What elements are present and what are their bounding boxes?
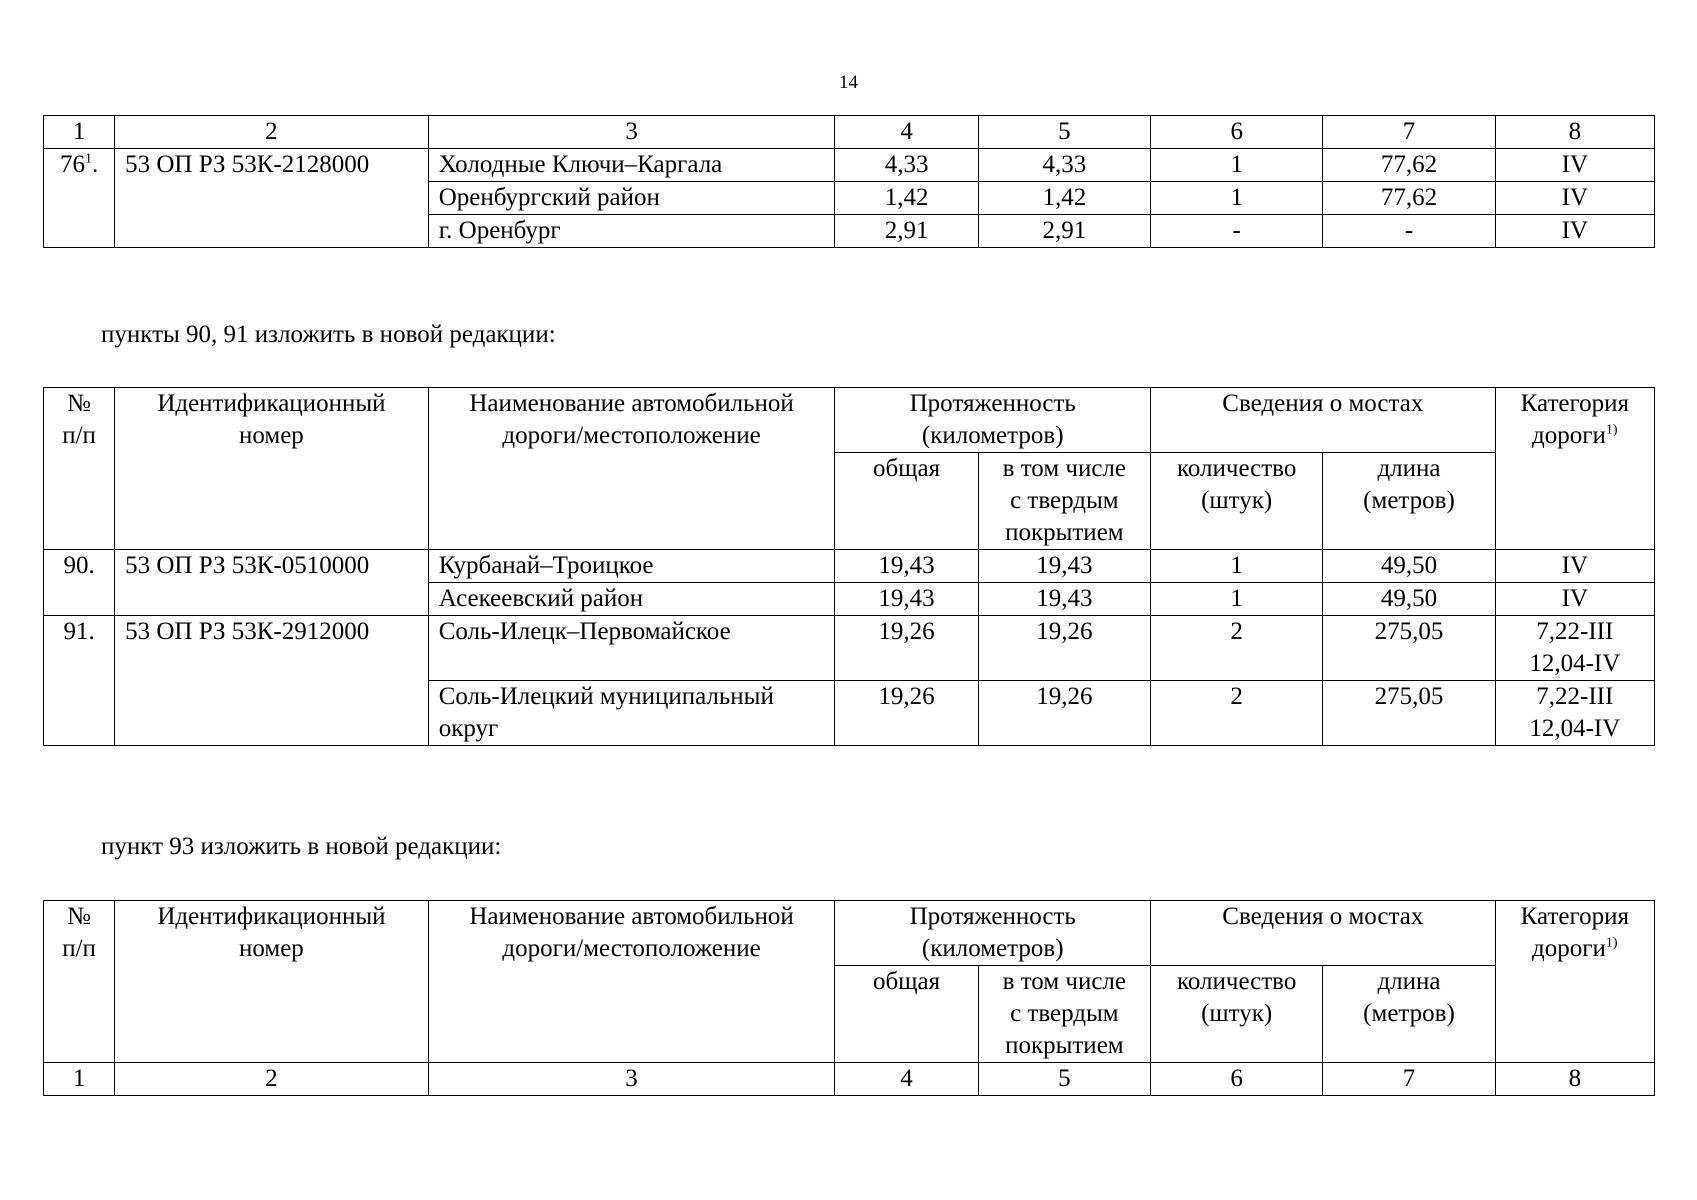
road-name: г. Оренбург — [428, 215, 835, 248]
row-number: $76^1$. — [44, 149, 115, 248]
col-number: 2 — [115, 116, 429, 149]
table-row — [44, 616, 1655, 681]
table-header-row — [44, 901, 1655, 966]
col-number: 1 — [44, 116, 115, 149]
road-id: 53 ОП РЗ 53К-2128000 — [115, 149, 429, 248]
header-length: Протяженность (километров) — [835, 901, 1151, 966]
col-number: 1 — [44, 1063, 115, 1096]
header-road-name: Наименование автомобильной дороги/местоположение — [428, 388, 835, 550]
header-number: № п/п — [44, 388, 115, 550]
header-length: Протяженность (километров) — [835, 388, 1151, 453]
col-number: 3 — [428, 116, 835, 149]
header-bridges: Сведения о мостах — [1151, 901, 1496, 966]
road-id: 53 ОП РЗ 53К-2912000 — [115, 616, 429, 746]
header-road-name: Наименование автомобильной дороги/местоположение — [428, 901, 835, 1063]
road-category: IV — [1495, 583, 1654, 616]
column-number-row — [44, 116, 1655, 149]
row-number: 91. — [44, 616, 115, 746]
table-row — [44, 149, 1655, 182]
col-number: 8 — [1495, 1063, 1654, 1096]
length-hard: 19,26 — [978, 681, 1150, 746]
length-total: 1,42 — [835, 182, 978, 215]
bridge-count: 1 — [1151, 583, 1323, 616]
bridge-count: 1 — [1151, 149, 1323, 182]
length-total: 2,91 — [835, 215, 978, 248]
header-id: Идентификационный номер — [115, 388, 429, 550]
length-total: 19,26 — [835, 681, 978, 746]
bridge-count: 1 — [1151, 182, 1323, 215]
length-total: 19,43 — [835, 583, 978, 616]
header-bridge-count: количество (штук) — [1151, 966, 1323, 1063]
length-hard: 19,43 — [978, 583, 1150, 616]
col-number: 5 — [978, 116, 1150, 149]
header-total: общая — [835, 966, 978, 1063]
bridge-length: 275,05 — [1323, 616, 1495, 681]
road-category: IV — [1495, 182, 1654, 215]
table-item-93 — [43, 900, 1655, 1096]
road-name: Асекеевский район — [428, 583, 835, 616]
header-total: общая — [835, 453, 978, 550]
length-hard: 19,26 — [978, 616, 1150, 681]
header-bridges: Сведения о мостах — [1151, 388, 1496, 453]
row-number: 90. — [44, 550, 115, 616]
road-id: 53 ОП РЗ 53К-0510000 — [115, 550, 429, 616]
road-name: Оренбургский район — [428, 182, 835, 215]
table-row — [44, 550, 1655, 583]
col-number: 7 — [1323, 116, 1495, 149]
bridge-length: 77,62 — [1323, 182, 1495, 215]
length-hard: 4,33 — [978, 149, 1150, 182]
instruction-text: пункт 93 изложить в новой редакции: — [101, 833, 502, 860]
length-hard: 2,91 — [978, 215, 1150, 248]
length-total: 4,33 — [835, 149, 978, 182]
header-category: Категория дороги$^{1)}$ — [1495, 388, 1654, 550]
road-name: Холодные Ключи–Каргала — [428, 149, 835, 182]
col-number: 8 — [1495, 116, 1654, 149]
road-name: Курбанай–Троицкое — [428, 550, 835, 583]
header-bridge-length: длина (метров) — [1323, 453, 1495, 550]
length-hard: 19,43 — [978, 550, 1150, 583]
header-hard-surface: в том числе с твердым покрытием — [978, 453, 1150, 550]
header-bridge-length: длина (метров) — [1323, 966, 1495, 1063]
bridge-count: - — [1151, 215, 1323, 248]
col-number: 2 — [115, 1063, 429, 1096]
bridge-length: 77,62 — [1323, 149, 1495, 182]
table-header-row — [44, 388, 1655, 453]
bridge-count: 2 — [1151, 681, 1323, 746]
col-number: 5 — [978, 1063, 1150, 1096]
road-name: Соль-Илецкий муниципальный округ — [428, 681, 835, 746]
road-name: Соль-Илецк–Первомайское — [428, 616, 835, 681]
instruction-text: пункты 90, 91 изложить в новой редакции: — [101, 321, 556, 348]
length-total: 19,43 — [835, 550, 978, 583]
bridge-length: 49,50 — [1323, 583, 1495, 616]
col-number: 6 — [1151, 116, 1323, 149]
road-category: IV — [1495, 149, 1654, 182]
bridge-length: 275,05 — [1323, 681, 1495, 746]
col-number: 6 — [1151, 1063, 1323, 1096]
col-number: 7 — [1323, 1063, 1495, 1096]
header-number: № п/п — [44, 901, 115, 1063]
length-total: 19,26 — [835, 616, 978, 681]
bridge-count: 1 — [1151, 550, 1323, 583]
header-category: Категория дороги$^{1)}$ — [1495, 901, 1654, 1063]
bridge-length: 49,50 — [1323, 550, 1495, 583]
page-number: 14 — [839, 72, 858, 93]
road-category: 7,22-III 12,04-IV — [1495, 616, 1654, 681]
bridge-count: 2 — [1151, 616, 1323, 681]
header-id: Идентификационный номер — [115, 901, 429, 1063]
header-bridge-count: количество (штук) — [1151, 453, 1323, 550]
bridge-length: - — [1323, 215, 1495, 248]
col-number: 3 — [428, 1063, 835, 1096]
table-item-76 — [43, 115, 1655, 248]
col-number: 4 — [835, 1063, 978, 1096]
table-items-90-91 — [43, 387, 1655, 746]
road-category: IV — [1495, 550, 1654, 583]
header-hard-surface: в том числе с твердым покрытием — [978, 966, 1150, 1063]
col-number: 4 — [835, 116, 978, 149]
length-hard: 1,42 — [978, 182, 1150, 215]
road-category: IV — [1495, 215, 1654, 248]
column-number-row — [44, 1063, 1655, 1096]
road-category: 7,22-III 12,04-IV — [1495, 681, 1654, 746]
